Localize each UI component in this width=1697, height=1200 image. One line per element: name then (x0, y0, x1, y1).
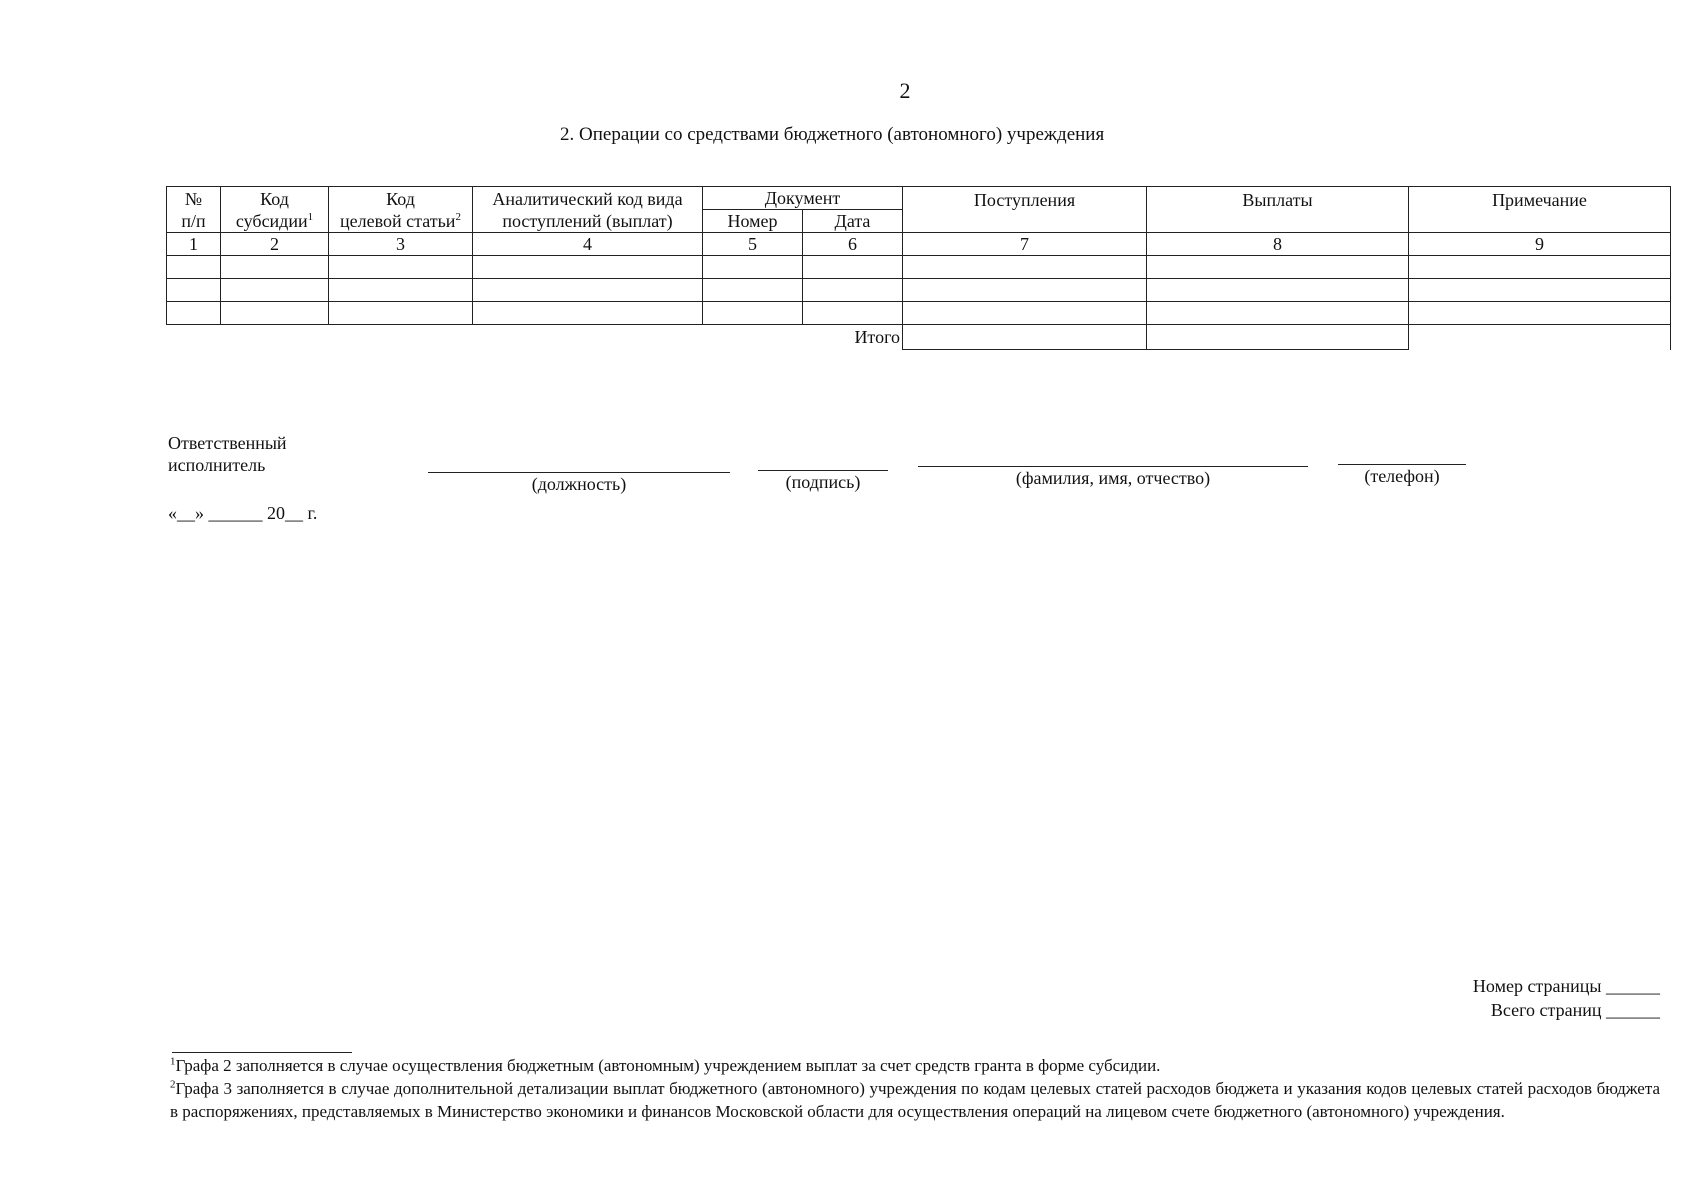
table-cell[interactable] (1409, 279, 1671, 302)
total-row (167, 325, 1671, 350)
page-number-field: Номер страницы ______ (1472, 976, 1660, 996)
header-receipts: Поступления (903, 187, 1147, 233)
page-counter (1420, 974, 1660, 1022)
total-pages-field: Всего страниц ______ (1490, 1000, 1660, 1020)
full-name-line[interactable] (918, 466, 1308, 467)
column-number: 5 (703, 233, 803, 256)
header-document: Документ (703, 187, 903, 210)
total-receipts-cell[interactable] (903, 325, 1147, 350)
header-target-code: Код целевой статьи$^2$ (329, 187, 473, 233)
table-cell[interactable] (803, 279, 903, 302)
table-cell[interactable] (903, 302, 1147, 325)
column-number: 2 (221, 233, 329, 256)
column-numbers-row (167, 233, 1671, 256)
table-cell[interactable] (803, 256, 903, 279)
signature-line[interactable] (758, 470, 888, 471)
table-cell[interactable] (703, 279, 803, 302)
table-row (167, 279, 1671, 302)
section-title: 2. Операции со средствами бюджетного (автономного) учреждения (560, 124, 1105, 145)
column-number: 3 (329, 233, 473, 256)
header-row (167, 187, 1671, 210)
table-cell[interactable] (903, 279, 1147, 302)
table-cell[interactable] (903, 256, 1147, 279)
column-number: 9 (1409, 233, 1671, 256)
footnote-1: $^1$Графа 2 заполняется в случае осуществления бюджетным (автономным) учреждением выплат за счет средств гранта в форме субсидии. (170, 1055, 1161, 1075)
table-cell[interactable] (329, 256, 473, 279)
column-number: 7 (903, 233, 1147, 256)
table-cell[interactable] (473, 302, 703, 325)
phone-line[interactable] (1338, 464, 1466, 465)
header-note: Примечание (1409, 187, 1671, 233)
column-number: 8 (1147, 233, 1409, 256)
header-subsidy-code: Код субсидии$^1$ (221, 187, 329, 233)
table-cell[interactable] (167, 302, 221, 325)
header-analytic-code: Аналитический код вида поступлений (выплат) (473, 187, 703, 233)
table-cell[interactable] (473, 256, 703, 279)
column-number: 4 (473, 233, 703, 256)
position-line[interactable] (428, 472, 730, 473)
header-doc-date: Дата (803, 210, 903, 233)
table-row (167, 256, 1671, 279)
phone-caption: (телефон) (1364, 466, 1440, 486)
header-payments: Выплаты (1147, 187, 1409, 233)
header-doc-number: Номер (703, 210, 803, 233)
total-blank (1409, 325, 1671, 350)
table-cell[interactable] (703, 256, 803, 279)
table-cell[interactable] (1409, 302, 1671, 325)
footnote-2: $^2$Графа 3 заполняется в случае дополнительной детализации выплат бюджетного (автономного) учреждения по кодам целевых статей расходов бюджета и указания кодов целевых статей расходов бюджета в распоряжениях, представляемых в Министерство экономики и финансов Московской области для осуществления операций на лицевом счете бюджетного (автономного) учреждения. (170, 1078, 1660, 1121)
table-cell[interactable] (1147, 256, 1409, 279)
signature-caption: (подпись) (785, 472, 861, 492)
date-line: «__» ______ 20__ г. (168, 503, 318, 523)
table-cell[interactable] (1147, 302, 1409, 325)
full-name-caption: (фамилия, имя, отчество) (1015, 468, 1211, 488)
table-cell[interactable] (703, 302, 803, 325)
table-cell[interactable] (1147, 279, 1409, 302)
total-label: Итого (167, 325, 903, 350)
table-cell[interactable] (329, 279, 473, 302)
table-cell[interactable] (473, 279, 703, 302)
operations-table (166, 186, 1671, 350)
table-cell[interactable] (803, 302, 903, 325)
page-number: 2 (899, 78, 911, 103)
table-cell[interactable] (221, 302, 329, 325)
table-cell[interactable] (221, 256, 329, 279)
position-caption: (должность) (531, 474, 627, 494)
table-cell[interactable] (221, 279, 329, 302)
table-cell[interactable] (167, 256, 221, 279)
total-payments-cell[interactable] (1147, 325, 1409, 350)
responsible-label: Ответственный исполнитель (168, 433, 287, 475)
header-number: № п/п (167, 187, 221, 233)
table-row (167, 302, 1671, 325)
column-number: 1 (167, 233, 221, 256)
footnote-separator (172, 1052, 352, 1053)
column-number: 6 (803, 233, 903, 256)
footnotes (170, 1054, 1660, 1123)
table-cell[interactable] (1409, 256, 1671, 279)
table-cell[interactable] (329, 302, 473, 325)
table-cell[interactable] (167, 279, 221, 302)
